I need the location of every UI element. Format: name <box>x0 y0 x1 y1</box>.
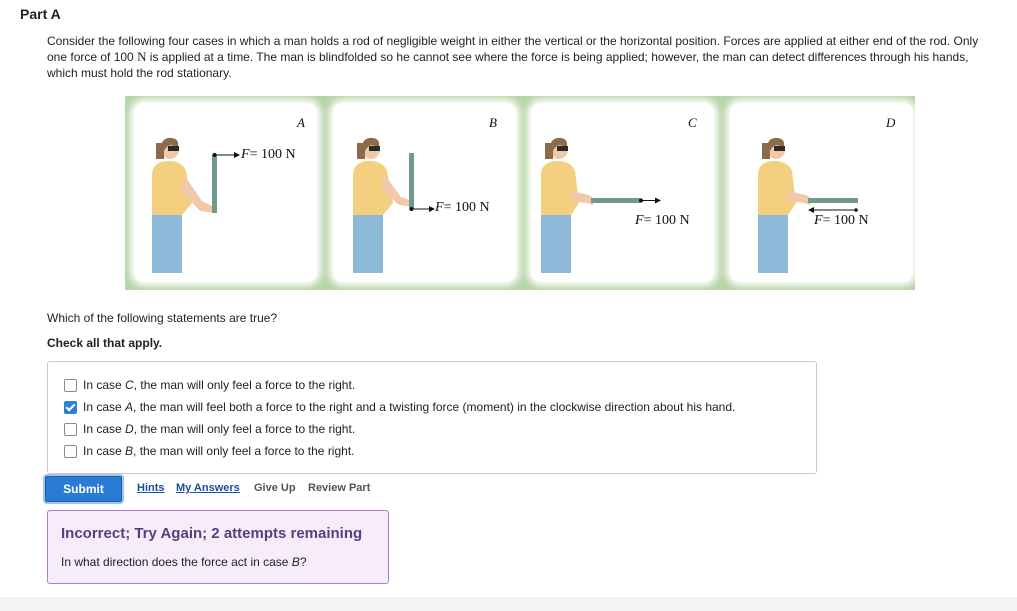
option-label: In case A, the man will feel both a force to the right and a twisting force (moment) in the clockwise direction about his hand. <box>83 400 736 414</box>
case-d-force-label: F= 100 N <box>814 213 869 228</box>
checkbox-case-d[interactable] <box>64 423 77 436</box>
option-case-d[interactable] <box>64 422 355 436</box>
case-c-illustration <box>531 103 714 282</box>
case-b-panel <box>333 103 516 282</box>
checkbox-case-a[interactable] <box>64 401 77 414</box>
case-a-panel <box>134 103 317 282</box>
case-d-label: D <box>886 115 896 130</box>
intro-text-2: is applied at a time. The man is blindfolded so he cannot see where the force is being applied; however, the man can detect differences through his hands, which must hold the rod stationary. <box>47 50 969 80</box>
newton-unit: N <box>137 49 147 64</box>
submit-button[interactable]: Submit <box>45 476 122 502</box>
feedback-hint: In what direction does the force act in case B? <box>61 555 307 569</box>
question-text: Which of the following statements are true? <box>47 311 278 325</box>
case-c-panel <box>531 103 714 282</box>
case-b-label: B <box>489 115 497 130</box>
man-figure-b <box>353 138 413 273</box>
man-figure-d <box>758 138 812 273</box>
feedback-title: Incorrect; Try Again; 2 attempts remaining <box>61 525 363 542</box>
case-c-label: C <box>688 115 697 130</box>
rod-c <box>591 198 641 203</box>
man-figure-c <box>541 138 595 273</box>
man-figure-a <box>152 138 214 273</box>
option-case-b[interactable] <box>64 444 355 458</box>
my-answers-link[interactable]: My Answers <box>176 482 240 494</box>
case-b-force-label: F= 100 N <box>435 200 490 215</box>
option-case-c[interactable] <box>64 378 355 392</box>
instruction-text: Check all that apply. <box>47 336 163 350</box>
rod-a <box>212 155 217 213</box>
rod-d <box>808 198 858 203</box>
part-title: Part A <box>20 6 61 22</box>
option-label: In case C, the man will only feel a force to the right. <box>83 378 356 392</box>
rod-b <box>409 153 414 209</box>
checkbox-case-b[interactable] <box>64 445 77 458</box>
case-d-panel <box>730 103 913 282</box>
force-cases-figure <box>125 96 915 290</box>
case-a-label: A <box>297 115 305 130</box>
hints-link[interactable]: Hints <box>137 482 165 494</box>
intro-text-1: Consider the following four cases in which a man holds a rod of negligible weight in either the vertical or the horizontal position. Forces are applied at either end of the rod. Only one force of 100 <box>47 34 979 64</box>
feedback-box <box>47 510 389 584</box>
option-label: In case B, the man will only feel a force to the right. <box>83 444 355 458</box>
page-footer-bar <box>0 597 1017 611</box>
problem-statement <box>47 33 987 81</box>
case-c-force-label: F= 100 N <box>635 213 690 228</box>
case-a-force-label: F= 100 N <box>241 147 296 162</box>
give-up-link[interactable]: Give Up <box>254 482 296 494</box>
checkbox-case-c[interactable] <box>64 379 77 392</box>
option-label: In case D, the man will only feel a force to the right. <box>83 422 356 436</box>
review-part-link[interactable]: Review Part <box>308 482 371 494</box>
answer-options <box>47 361 817 474</box>
case-a-illustration <box>134 103 317 282</box>
option-case-a[interactable] <box>64 400 735 414</box>
